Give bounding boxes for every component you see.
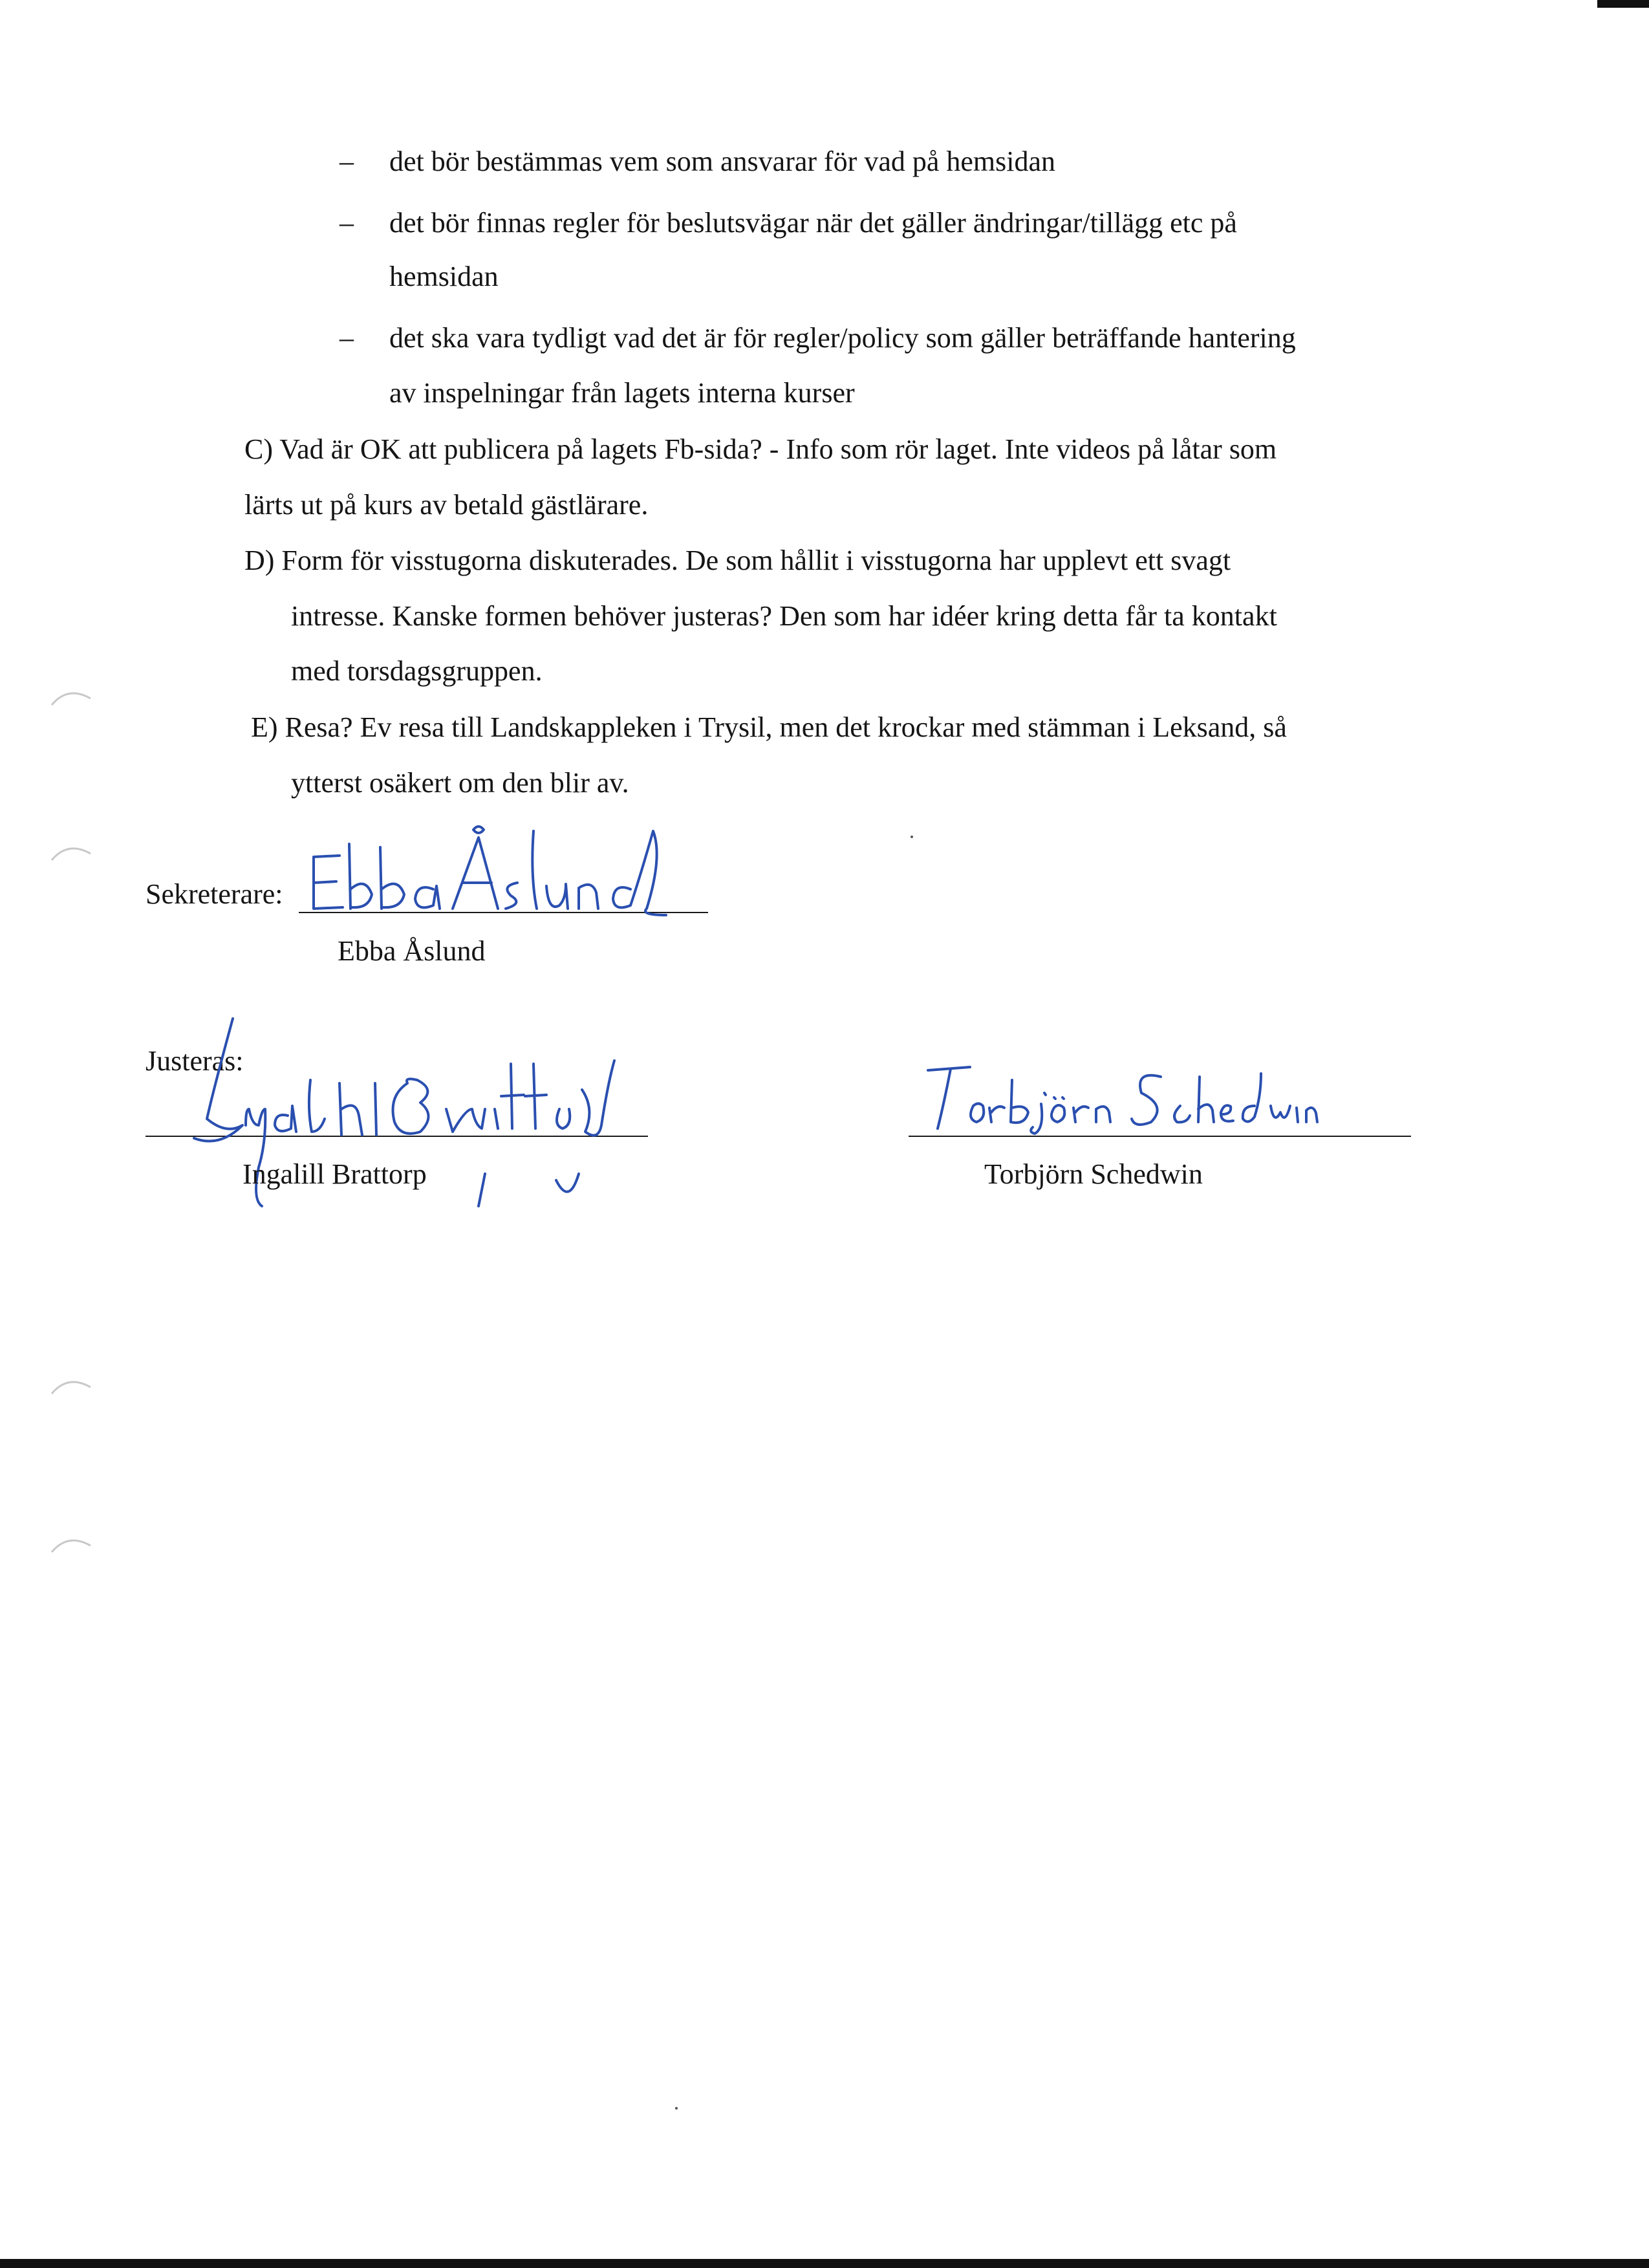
handwritten-signature-secretary bbox=[304, 818, 692, 922]
bullet-text: det bör finnas regler för beslutsvägar när det gäller ändringar/tillägg etc på bbox=[389, 207, 1237, 239]
item-text: C) Vad är OK att publicera på lagets Fb-sida? - Info som rör laget. Inte videos på låtar som bbox=[244, 433, 1277, 465]
scan-speck bbox=[911, 836, 913, 838]
punch-hole bbox=[48, 1368, 94, 1413]
bullet-text: det ska vara tydligt vad det är för regler/policy som gäller beträffande hantering bbox=[389, 322, 1296, 354]
bullet-text: hemsidan bbox=[389, 261, 499, 292]
item-text: intresse. Kanske formen behöver justeras? Den som har idéer kring detta får ta kontakt bbox=[291, 600, 1277, 632]
item-text: ytterst osäkert om den blir av. bbox=[291, 767, 629, 799]
secretary-label: Sekreterare: bbox=[146, 878, 283, 910]
bullet-marker: – bbox=[339, 322, 354, 354]
punch-hole bbox=[48, 834, 94, 880]
bullet-marker: – bbox=[339, 207, 354, 239]
bullet-text: det bör bestämmas vem som ansvarar för vad på hemsidan bbox=[389, 146, 1056, 177]
scan-speck bbox=[675, 2107, 678, 2110]
signature-line bbox=[909, 1136, 1411, 1137]
handwritten-signature-adjuster-right bbox=[921, 1057, 1322, 1135]
adjusters-label: Justeras: bbox=[146, 1045, 244, 1077]
item-text: lärts ut på kurs av betald gästlärare. bbox=[244, 489, 649, 521]
bullet-marker: – bbox=[339, 146, 354, 177]
secretary-name: Ebba Åslund bbox=[338, 935, 486, 967]
adjuster-left-name: Ingalill Brattorp bbox=[242, 1158, 427, 1190]
punch-hole bbox=[48, 679, 94, 724]
scan-edge-right bbox=[1597, 0, 1649, 8]
item-text: E) Resa? Ev resa till Landskappleken i Trysil, men det krockar med stämman i Leksand, så bbox=[251, 711, 1287, 743]
scan-edge-bottom bbox=[0, 2259, 1649, 2268]
adjuster-right-name: Torbjörn Schedwin bbox=[984, 1158, 1203, 1190]
item-text: D) Form för visstugorna diskuterades. De som hållit i visstugorna har upplevt ett svagt bbox=[244, 545, 1231, 576]
item-text: med torsdagsgruppen. bbox=[291, 655, 543, 687]
bullet-text: av inspelningar från lagets interna kurser bbox=[389, 377, 855, 409]
punch-hole bbox=[48, 1526, 94, 1571]
